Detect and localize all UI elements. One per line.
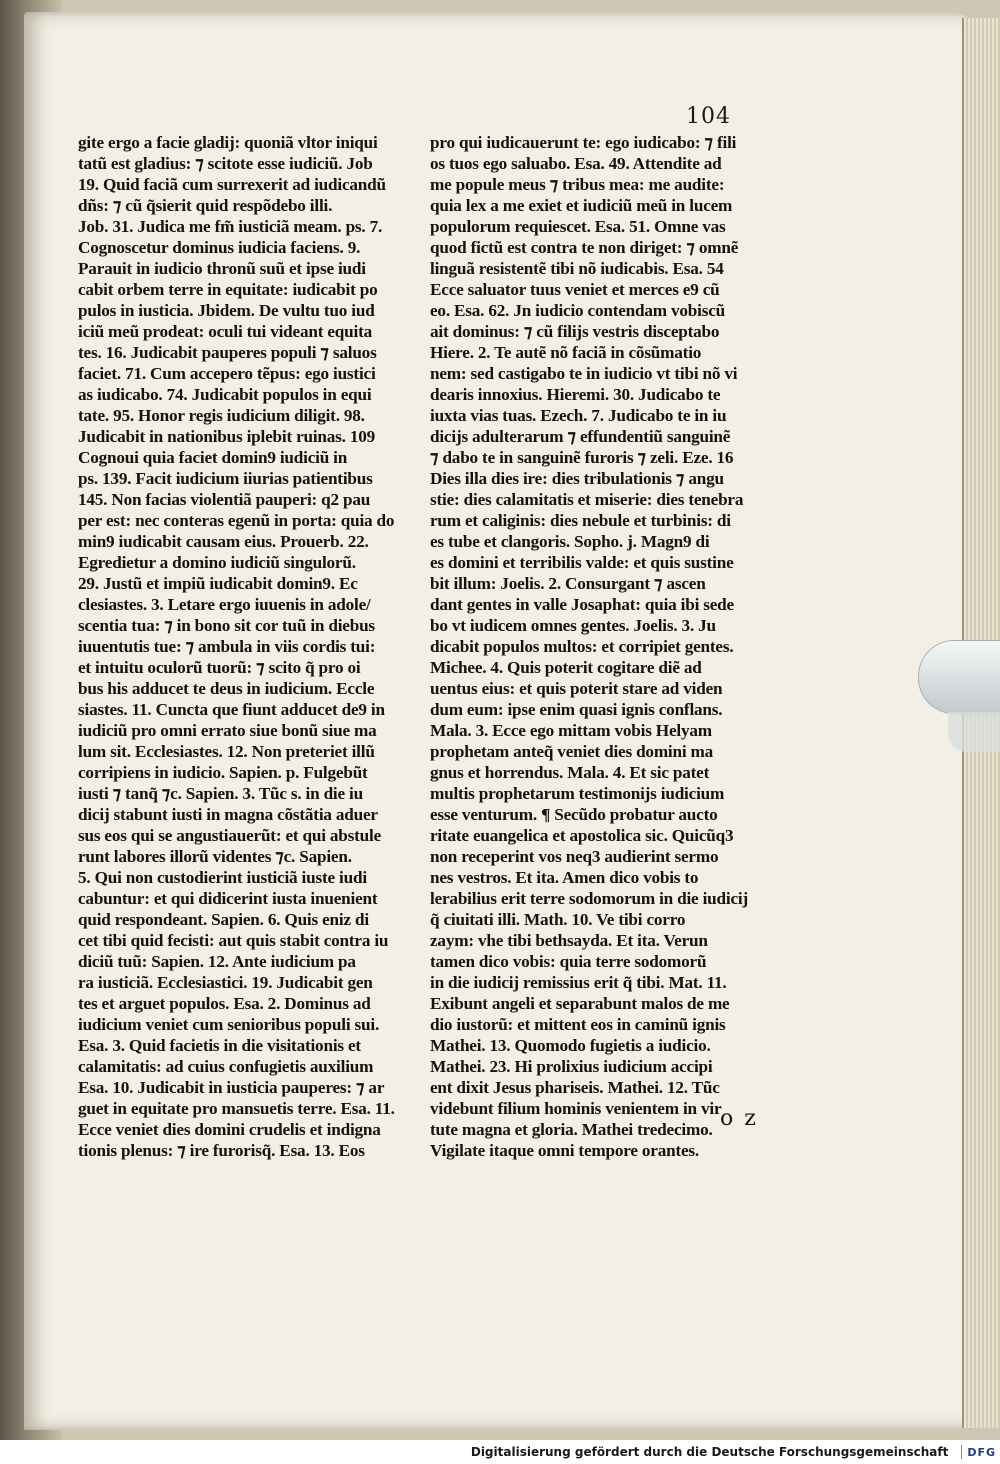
- text-line: as iudicabo. 74. Judicabit populos in equi: [78, 385, 372, 404]
- text-line: et intuitu oculorũ tuorũ: ⁊ scito q̃ pro oi: [78, 658, 361, 677]
- text-line: ra iusticiã. Ecclesiastici. 19. Judicabit gen: [78, 973, 373, 992]
- text-line: es domini et terribilis valde: et quis sustine: [430, 553, 734, 572]
- text-line: tes et arguet populos. Esa. 2. Dominus ad: [78, 994, 371, 1013]
- text-line: Judicabit in nationibus iplebit ruinas. 109: [78, 427, 376, 446]
- page-number: 104: [686, 104, 731, 129]
- dfg-logo-text: DFG: [967, 1445, 996, 1459]
- text-line: Ecce saluator tuus veniet et merces e9 cũ: [430, 280, 720, 299]
- text-line: linguã resistentẽ tibi nõ iudicabis. Esa. 54: [430, 259, 724, 278]
- text-line: Parauit in iudicio thronũ suũ et ipse iudi: [78, 259, 366, 278]
- text-line: iusti ⁊ tanq̃ ⁊c. Sapien. 3. Tũc s. in die iu: [78, 784, 363, 803]
- text-line: Esa. 10. Judicabit in iusticia pauperes: ⁊ ar: [78, 1078, 385, 1097]
- text-line: quod fictũ est contra te non diriget: ⁊ omnẽ: [430, 238, 739, 257]
- text-line: iudicium veniet cum senioribus populi sui.: [78, 1015, 380, 1034]
- text-line: prophetam anteq̃ veniet dies domini ma: [430, 742, 714, 761]
- page-clip-lower: [948, 712, 1000, 752]
- text-line: tute magna et gloria. Mathei tredecimo.: [430, 1120, 713, 1139]
- text-line: sus eos qui se angustiauerũt: et qui abstule: [78, 826, 382, 845]
- text-line: bus his adducet te deus in iudicium. Eccle: [78, 679, 375, 698]
- signature-mark: o z: [720, 1106, 758, 1131]
- text-line: Hiere. 2. Te autẽ nõ faciã in cõsũmatio: [430, 343, 702, 362]
- text-line: dant gentes in valle Josaphat: quia ibi sede: [430, 595, 734, 614]
- text-line: min9 iudicabit causam eius. Prouerb. 22.: [78, 532, 369, 551]
- text-line: uentus eius: et quis poterit stare ad viden: [430, 679, 723, 698]
- text-line: ait dominus: ⁊ cũ filijs vestris disceptabo: [430, 322, 720, 341]
- text-line: runt labores illorũ videntes ⁊c. Sapien.: [78, 847, 352, 866]
- text-line: nes vestros. Et ita. Amen dico vobis to: [430, 868, 699, 887]
- text-line: tatũ est gladius: ⁊ scitote esse iudiciũ. Job: [78, 154, 373, 173]
- text-line: iudiciũ pro omni errato siue bonũ siue ma: [78, 721, 377, 740]
- text-line: 145. Non facias violentiã pauperi: q2 pau: [78, 490, 371, 509]
- text-line: tate. 95. Honor regis iudicium diligit. 98.: [78, 406, 365, 425]
- text-line: non receperint vos neq3 audierint sermo: [430, 847, 719, 866]
- text-line: calamitatis: ad cuius confugietis auxilium: [78, 1057, 374, 1076]
- text-line: 29. Justũ et impiũ iudicabit domin9. Ec: [78, 574, 358, 593]
- text-line: Job. 31. Judica me fm̃ iusticiã meam. ps. 7.: [78, 217, 383, 236]
- text-line: Exibunt angeli et separabunt malos de me: [430, 994, 730, 1013]
- text-line: zaym: vhe tibi bethsayda. Et ita. Verun: [430, 931, 708, 950]
- text-line: ent dixit Jesus phariseis. Mathei. 12. Tũc: [430, 1078, 720, 1097]
- text-line: tionis plenus: ⁊ ire furorisq̃. Esa. 13. Eos: [78, 1141, 365, 1160]
- footer-bar: [0, 1440, 1000, 1464]
- left-text-column: [78, 132, 408, 1161]
- text-line: iuuentutis tue: ⁊ ambula in viis cordis tui:: [78, 637, 376, 656]
- funding-credit: Digitalisierung gefördert durch die Deutsche Forschungsgemeinschaft: [470, 1445, 949, 1459]
- text-line: 19. Quid faciã cum surrexerit ad iudicandũ: [78, 175, 386, 194]
- text-line: bo vt iudicem omnes gentes. Joelis. 3. Ju: [430, 616, 716, 635]
- text-line: in die iudicij remissius erit q̃ tibi. Mat. 11.: [430, 973, 727, 992]
- text-line: tes. 16. Judicabit pauperes populi ⁊ saluos: [78, 343, 377, 362]
- text-line: videbunt filium hominis venientem in vir: [430, 1099, 722, 1118]
- text-line: os tuos ego saluabo. Esa. 49. Attendite ad: [430, 154, 722, 173]
- text-line: ⁊ dabo te in sanguinẽ furoris ⁊ zeli. Eze. 16: [430, 448, 734, 467]
- text-line: tamen dico vobis: quia terre sodomorũ: [430, 952, 707, 971]
- text-line: quia lex a me exiet et iudiciũ meũ in lucem: [430, 196, 733, 215]
- text-line: cabuntur: et qui didicerint iusta inuenient: [78, 889, 378, 908]
- text-line: Dies illa dies ire: dies tribulationis ⁊ angu: [430, 469, 724, 488]
- text-line: iuxta vias tuas. Ezech. 7. Judicabo te in iu: [430, 406, 727, 425]
- text-line: dum eum: ipse enim quasi ignis conflans.: [430, 700, 723, 719]
- text-line: Egredietur a domino iudiciũ singulorũ.: [78, 553, 356, 572]
- text-line: gnus et horrendus. Mala. 4. Et sic patet: [430, 763, 710, 782]
- text-line: cabit orbem terre in equitate: iudicabit po: [78, 280, 378, 299]
- text-line: lerabilius erit terre sodomorum in die iudicij: [430, 889, 748, 908]
- text-line: dicijs adulterarum ⁊ effundentiũ sanguinẽ: [430, 427, 731, 446]
- text-line: diciũ tuũ: Sapien. 12. Ante iudicium pa: [78, 952, 356, 971]
- right-text-column: [430, 132, 760, 1161]
- text-line: Michee. 4. Quis poterit cogitare diẽ ad: [430, 658, 702, 677]
- text-line: populorum requiescet. Esa. 51. Omne vas: [430, 217, 726, 236]
- text-line: dearis innoxius. Hieremi. 30. Judicabo te: [430, 385, 721, 404]
- text-line: Vigilate itaque omni tempore orantes.: [430, 1141, 699, 1160]
- text-line: ritate euangelica et apostolica sic. Quicũq3: [430, 826, 734, 845]
- text-line: nem: sed castigabo te in iudicio vt tibi nõ vi: [430, 364, 738, 383]
- text-line: dñs: ⁊ cũ q̃sierit quid respõdebo illi.: [78, 196, 333, 215]
- text-line: bit illum: Joelis. 2. Consurgant ⁊ ascen: [430, 574, 706, 593]
- text-line: es tube et clangoris. Sopho. j. Magn9 di: [430, 532, 710, 551]
- text-line: siastes. 11. Cuncta que fiunt adducet de9 in: [78, 700, 385, 719]
- text-line: Esa. 3. Quid facietis in die visitationis et: [78, 1036, 361, 1055]
- text-line: rum et caliginis: dies nebule et turbinis: di: [430, 511, 731, 530]
- text-line: pro qui iudicauerunt te: ego iudicabo: ⁊ fili: [430, 133, 737, 152]
- text-line: gite ergo a facie gladij: quoniã vltor iniqui: [78, 133, 378, 152]
- text-line: clesiastes. 3. Letare ergo iuuenis in adole/: [78, 595, 371, 614]
- text-line: me popule meus ⁊ tribus mea: me audite:: [430, 175, 725, 194]
- logo-separator: [961, 1445, 962, 1459]
- text-line: guet in equitate pro mansuetis terre. Esa. 11.: [78, 1099, 395, 1118]
- text-line: esse venturum. ¶ Secũdo probatur aucto: [430, 805, 718, 824]
- text-line: per est: nec conteras egenũ in porta: quia do: [78, 511, 395, 530]
- text-line: faciet. 71. Cum accepero tẽpus: ego iustici: [78, 364, 376, 383]
- dfg-logo: [956, 1445, 996, 1459]
- text-line: dicij stabunt iusti in magna cõstãtia aduer: [78, 805, 378, 824]
- text-line: q̃ ciuitati illi. Math. 10. Ve tibi corro: [430, 910, 686, 929]
- text-line: iciũ meũ prodeat: oculi tui videant equita: [78, 322, 372, 341]
- text-line: Cognoscetur dominus iudicia faciens. 9.: [78, 238, 361, 257]
- text-line: eo. Esa. 62. Jn iudicio contendam vobiscũ: [430, 301, 726, 320]
- text-line: Mala. 3. Ecce ego mittam vobis Helyam: [430, 721, 712, 740]
- text-line: Mathei. 13. Quomodo fugietis a iudicio.: [430, 1036, 711, 1055]
- text-line: cet tibi quid fecisti: aut quis stabit contra iu: [78, 931, 389, 950]
- text-line: dicabit populos multos: et corripiet gentes.: [430, 637, 734, 656]
- text-line: dio iustorũ: et mittent eos in caminũ ignis: [430, 1015, 726, 1034]
- text-line: multis prophetarum testimonijs iudicium: [430, 784, 725, 803]
- text-line: quid respondeant. Sapien. 6. Quis eniz di: [78, 910, 369, 929]
- text-line: Mathei. 23. Hi prolixius iudicium accipi: [430, 1057, 713, 1076]
- text-line: corripiens in iudicio. Sapien. p. Fulgebũt: [78, 763, 368, 782]
- text-line: scentia tua: ⁊ in bono sit cor tuũ in diebus: [78, 616, 375, 635]
- text-line: ps. 139. Facit iudicium iiurias patientibus: [78, 469, 373, 488]
- text-line: 5. Qui non custodierint iusticiã iuste iudi: [78, 868, 367, 887]
- text-line: Ecce veniet dies domini crudelis et indigna: [78, 1120, 381, 1139]
- text-line: stie: dies calamitatis et miserie: dies tenebra: [430, 490, 744, 509]
- text-line: lum sit. Ecclesiastes. 12. Non preteriet illũ: [78, 742, 375, 761]
- page-clip: [918, 640, 1000, 714]
- text-line: Cognoui quia faciet domin9 iudiciũ in: [78, 448, 348, 467]
- text-line: pulos in iusticia. Jbidem. De vultu tuo iud: [78, 301, 375, 320]
